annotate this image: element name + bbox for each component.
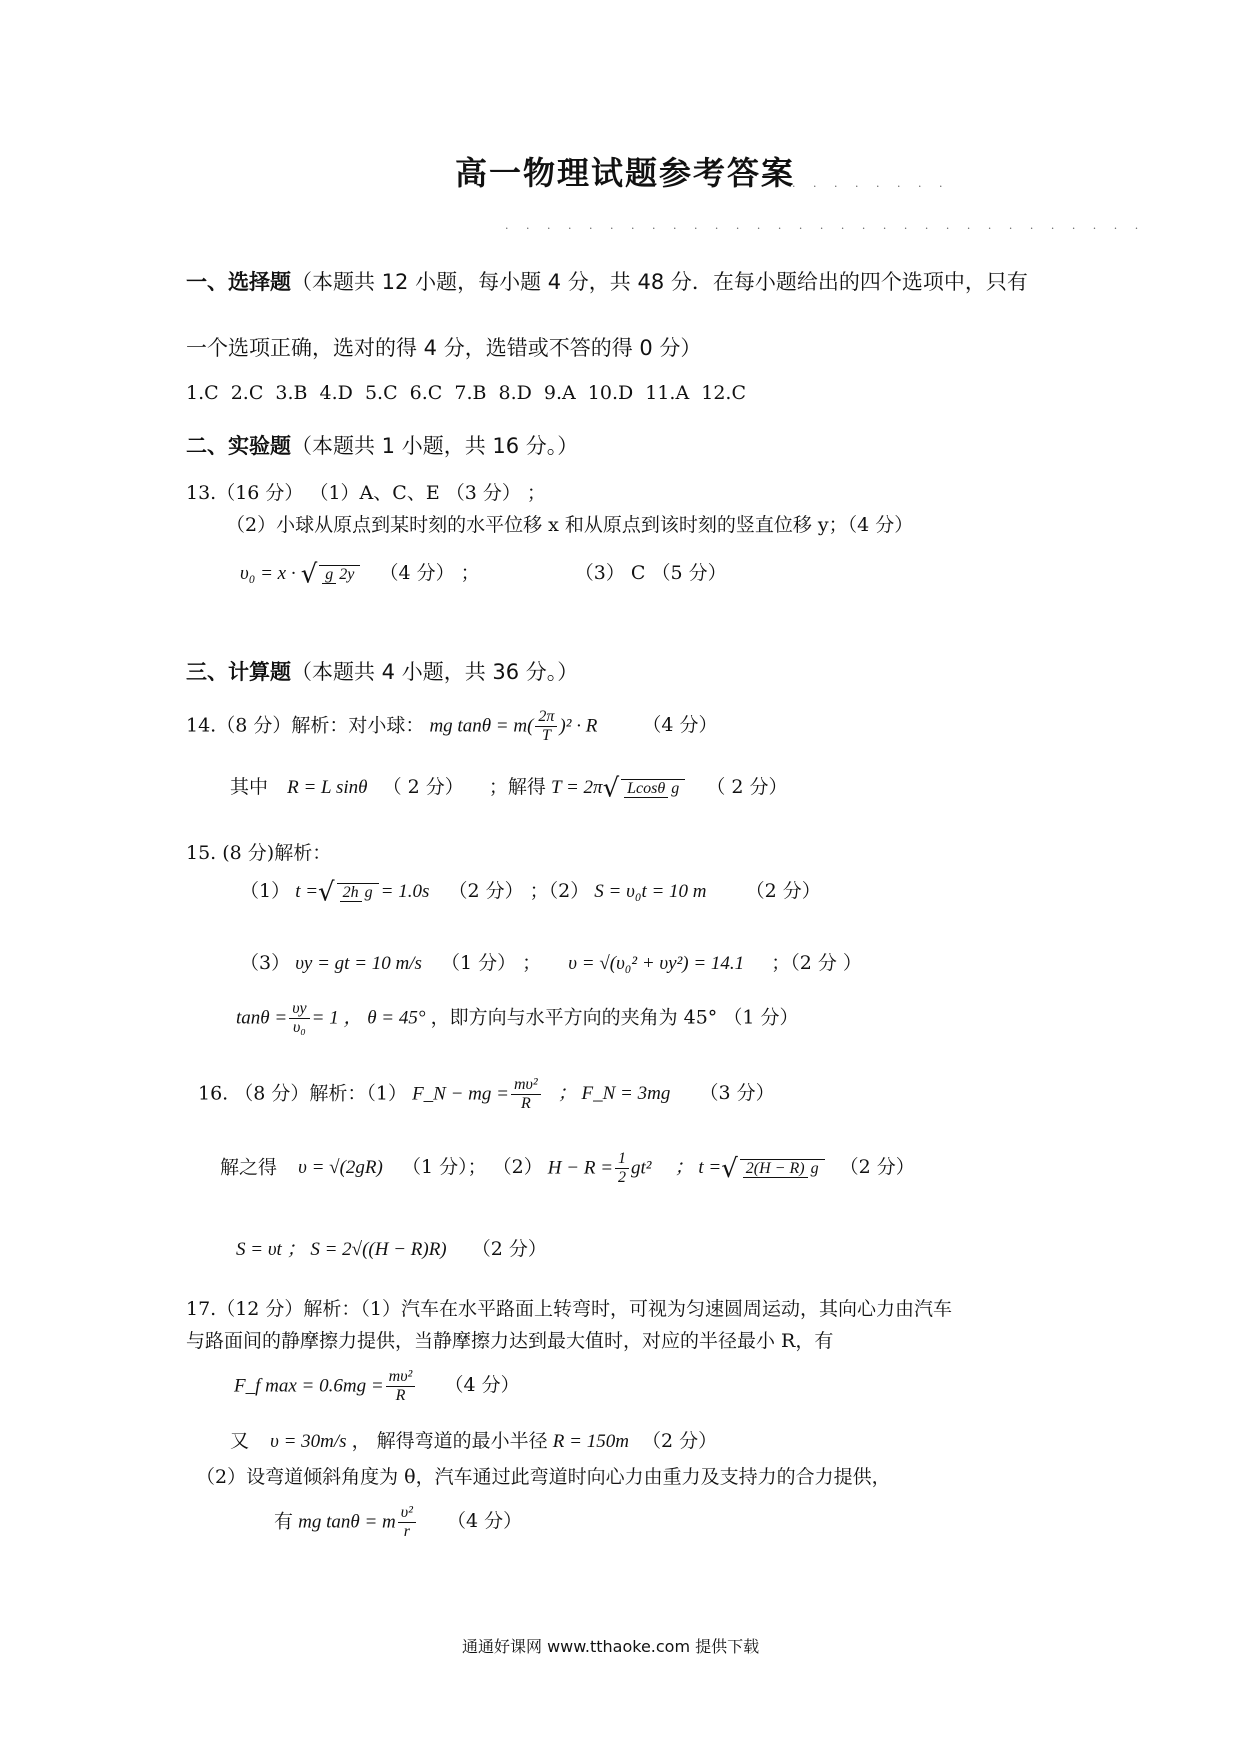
q14-prefix: 14.（8 分）解析：对小球： [186, 714, 425, 737]
q16-score4: （2 分） [471, 1238, 547, 1260]
q15-part1 [240, 876, 821, 908]
q13-equation-row [240, 558, 727, 590]
sqrt-sign: √ [300, 559, 318, 590]
section-1-desc-2: 一个选项正确，选对的得 4 分，选错或不答的得 0 分） [186, 336, 702, 360]
q15-part4 [236, 1000, 798, 1038]
q17-line3 [230, 1426, 717, 1453]
q15-p4-rhs: = 1 ， θ = 45° [311, 1007, 426, 1029]
q14-eq2: R = L sinθ [287, 777, 368, 798]
q17-line2: 与路面间的静摩擦力提供，当静摩擦力达到最大值时，对应的半径最小 R，有 [186, 1330, 834, 1352]
q13-eq-den: 2y [339, 565, 355, 583]
section-2-header [186, 430, 578, 460]
q13-line2: （2）小球从原点到某时刻的水平位移 x 和从原点到该时刻的竖直位移 y；（4 分） [226, 514, 914, 536]
section-1-desc: （本题共 12 小题，每小题 4 分，共 48 分．在每小题给出的四个选项中，只有 [291, 270, 1028, 294]
q17-eq2-lhs: mg tanθ = m [298, 1511, 396, 1533]
choice-answers: 1.C 2.C 3.B 4.D 5.C 6.C 7.B 8.D 9.A 10.D 11.A 12.C [186, 382, 746, 404]
q15-p4-text: ，即方向与水平方向的夹角为 45° （1 分） [430, 1006, 799, 1029]
q17-line3-eq: υ = 30m/s [270, 1431, 347, 1452]
q17-line3-eq2: R = 150m [552, 1431, 629, 1452]
q14-eq1-a: mg tanθ = m( [429, 715, 534, 737]
q16-eq2: υ = √(2gR) [298, 1157, 383, 1179]
q17-line4: （2）设弯道倾斜角度为 θ，汽车通过此弯道时向心力由重力及支持力的合力提供， [196, 1466, 891, 1488]
q16-score1: （3 分） [699, 1082, 775, 1105]
q16-eq1-frac [511, 1076, 541, 1114]
sqrt-sign: √ [602, 773, 620, 804]
q16-eq4-den: g [810, 1160, 819, 1178]
section-2-desc: （本题共 1 小题，共 16 分。） [291, 434, 579, 458]
section-1-heading: 一、选择题 [186, 270, 291, 294]
q16-eq4-frac [740, 1159, 825, 1178]
q16-eq1-num: mυ² [511, 1076, 541, 1095]
q16-eq3-frac [615, 1150, 629, 1188]
q17-eq2-den: r [403, 1523, 410, 1541]
q16-eq4-lhs: ； t = [674, 1157, 722, 1179]
q17-line3-prefix: 又 [230, 1430, 250, 1452]
q16-line3-eq: S = υt ； S = 2√((H − R)R) [236, 1239, 447, 1260]
q15-p3-score2: ；（2 分 ） [771, 952, 862, 974]
q15-p2-eq: S = υ₀t = 10 m [594, 881, 707, 902]
section-3-heading: 三、计算题 [186, 660, 291, 684]
q16-eq1-b: ； F_N = 3mg [557, 1083, 671, 1105]
decorative-dots-line: · · · · · · · · · · · · · · · · · · · · · · · · · · · · · · · [505, 222, 1146, 235]
q16-eq3-den: 2 [618, 1169, 627, 1187]
q16-eq3-rhs: gt² [631, 1157, 652, 1179]
q17-score1: （4 分） [444, 1374, 520, 1397]
q15-p3-eq: υy = gt = 10 m/s [295, 953, 422, 974]
decorative-dots: · · · · · · · · [792, 180, 950, 193]
q14-eq1-frac [535, 708, 557, 746]
q15-p1-score: （2 分） ；（2） [448, 880, 590, 902]
q15-p1-lhs: t = [295, 881, 319, 902]
q14-score2: （ 2 分） [382, 776, 464, 798]
q17-eq1-num: mυ² [386, 1368, 416, 1387]
q17-line5-prefix: 有 [274, 1510, 294, 1533]
section-1-header [186, 266, 1028, 296]
q14-solve-prefix: ；解得 [488, 776, 546, 798]
q15-p3-label: （3） [240, 952, 291, 974]
q15-p3-score: （1 分） ； [441, 952, 542, 974]
q13-eq-lhs: υ₀ = x · [240, 563, 296, 584]
q15-line1: 15. (8 分)解析： [186, 842, 332, 864]
section-3-desc: （本题共 4 小题，共 36 分。） [291, 660, 579, 684]
q16-eq4-num: 2(H − R) [743, 1160, 808, 1178]
q17-eq1-frac [386, 1368, 416, 1406]
q13-eq-score: （4 分） ； [379, 562, 480, 584]
q17-score3: （4 分） [446, 1510, 523, 1533]
q16-line2-prefix: 解之得 [220, 1156, 278, 1179]
q17-line3-text: ， 解得弯道的最小半径 [351, 1430, 548, 1452]
q16-line1 [198, 1076, 775, 1114]
q13-eq-fraction [319, 565, 360, 584]
sqrt-sign: √ [721, 1153, 738, 1184]
q14-eq3-den: g [671, 779, 680, 797]
q16-line3 [236, 1234, 547, 1261]
q14-eq1-num: 2π [535, 708, 557, 727]
q14-eq3-frac [621, 779, 685, 798]
q17-eq1-lhs: F_f max = 0.6mg = [234, 1375, 384, 1397]
q17-line1: 17.（12 分）解析：（1）汽车在水平路面上转弯时，可视为匀速圆周运动，其向心力由汽车 [186, 1298, 953, 1320]
q14-line2-prefix: 其中 [230, 776, 269, 798]
q16-score3: （2 分） [839, 1156, 915, 1179]
q15-part3 [240, 948, 862, 975]
q16-score2: （1 分）； （2） [401, 1156, 543, 1179]
q14-score1: （4 分） [642, 714, 718, 737]
q13-part3: （3） C （5 分） [574, 562, 727, 584]
q15-p1-rhs: = 1.0s [380, 881, 430, 902]
q14-eq3-lhs: T = 2π [551, 777, 603, 798]
q17-eq2-frac [398, 1504, 416, 1542]
q17-score2: （2 分） [642, 1430, 718, 1452]
q14-line1 [186, 708, 718, 746]
q14-eq3-num: Lcosθ [624, 780, 668, 798]
q15-p1-frac [337, 883, 379, 902]
q17-line5 [274, 1504, 522, 1542]
q13-eq-num: g [322, 566, 336, 584]
section-3-header [186, 656, 578, 686]
q15-p2-score: （2 分） [745, 880, 821, 902]
q14-score3: （ 2 分） [706, 776, 788, 798]
sqrt-sign: √ [318, 877, 335, 908]
q14-eq1-den: T [541, 727, 551, 745]
q15-p1-label: （1） [240, 880, 291, 902]
q16-prefix: 16. （8 分）解析：（1） [198, 1082, 407, 1105]
q16-eq3-num: 1 [615, 1150, 629, 1169]
q16-eq3-lhs: H − R = [547, 1157, 614, 1179]
q17-eq1-den: R [395, 1387, 406, 1405]
q17-eq1-row [234, 1368, 520, 1406]
q17-eq2-num: υ² [398, 1504, 416, 1523]
q16-eq1-lhs: F_N − mg = [412, 1083, 509, 1105]
q15-p4-lhs: tanθ = [236, 1007, 288, 1029]
q15-p1-den: g [364, 883, 373, 901]
q15-p4-num: υy [289, 1000, 309, 1019]
q15-p1-num: 2h [340, 884, 362, 902]
page-title: 高一物理试题参考答案 [455, 154, 796, 192]
q15-p4-den: υ₀ [292, 1019, 306, 1037]
q15-p3-eq2: υ = √(υ₀² + υy²) = 14.1 [568, 953, 745, 974]
q16-line2 [220, 1150, 915, 1188]
footer-credit: 通通好课网 www.tthaoke.com 提供下载 [462, 1637, 760, 1656]
q14-eq1-b: )² · R [559, 715, 598, 737]
q16-eq1-den: R [520, 1095, 531, 1113]
q13-line1: 13.（16 分） （1）A、C、E （3 分） ； [186, 482, 546, 504]
section-2-heading: 二、实验题 [186, 434, 291, 458]
q14-line2 [230, 772, 788, 804]
q15-p4-frac [289, 1000, 309, 1038]
